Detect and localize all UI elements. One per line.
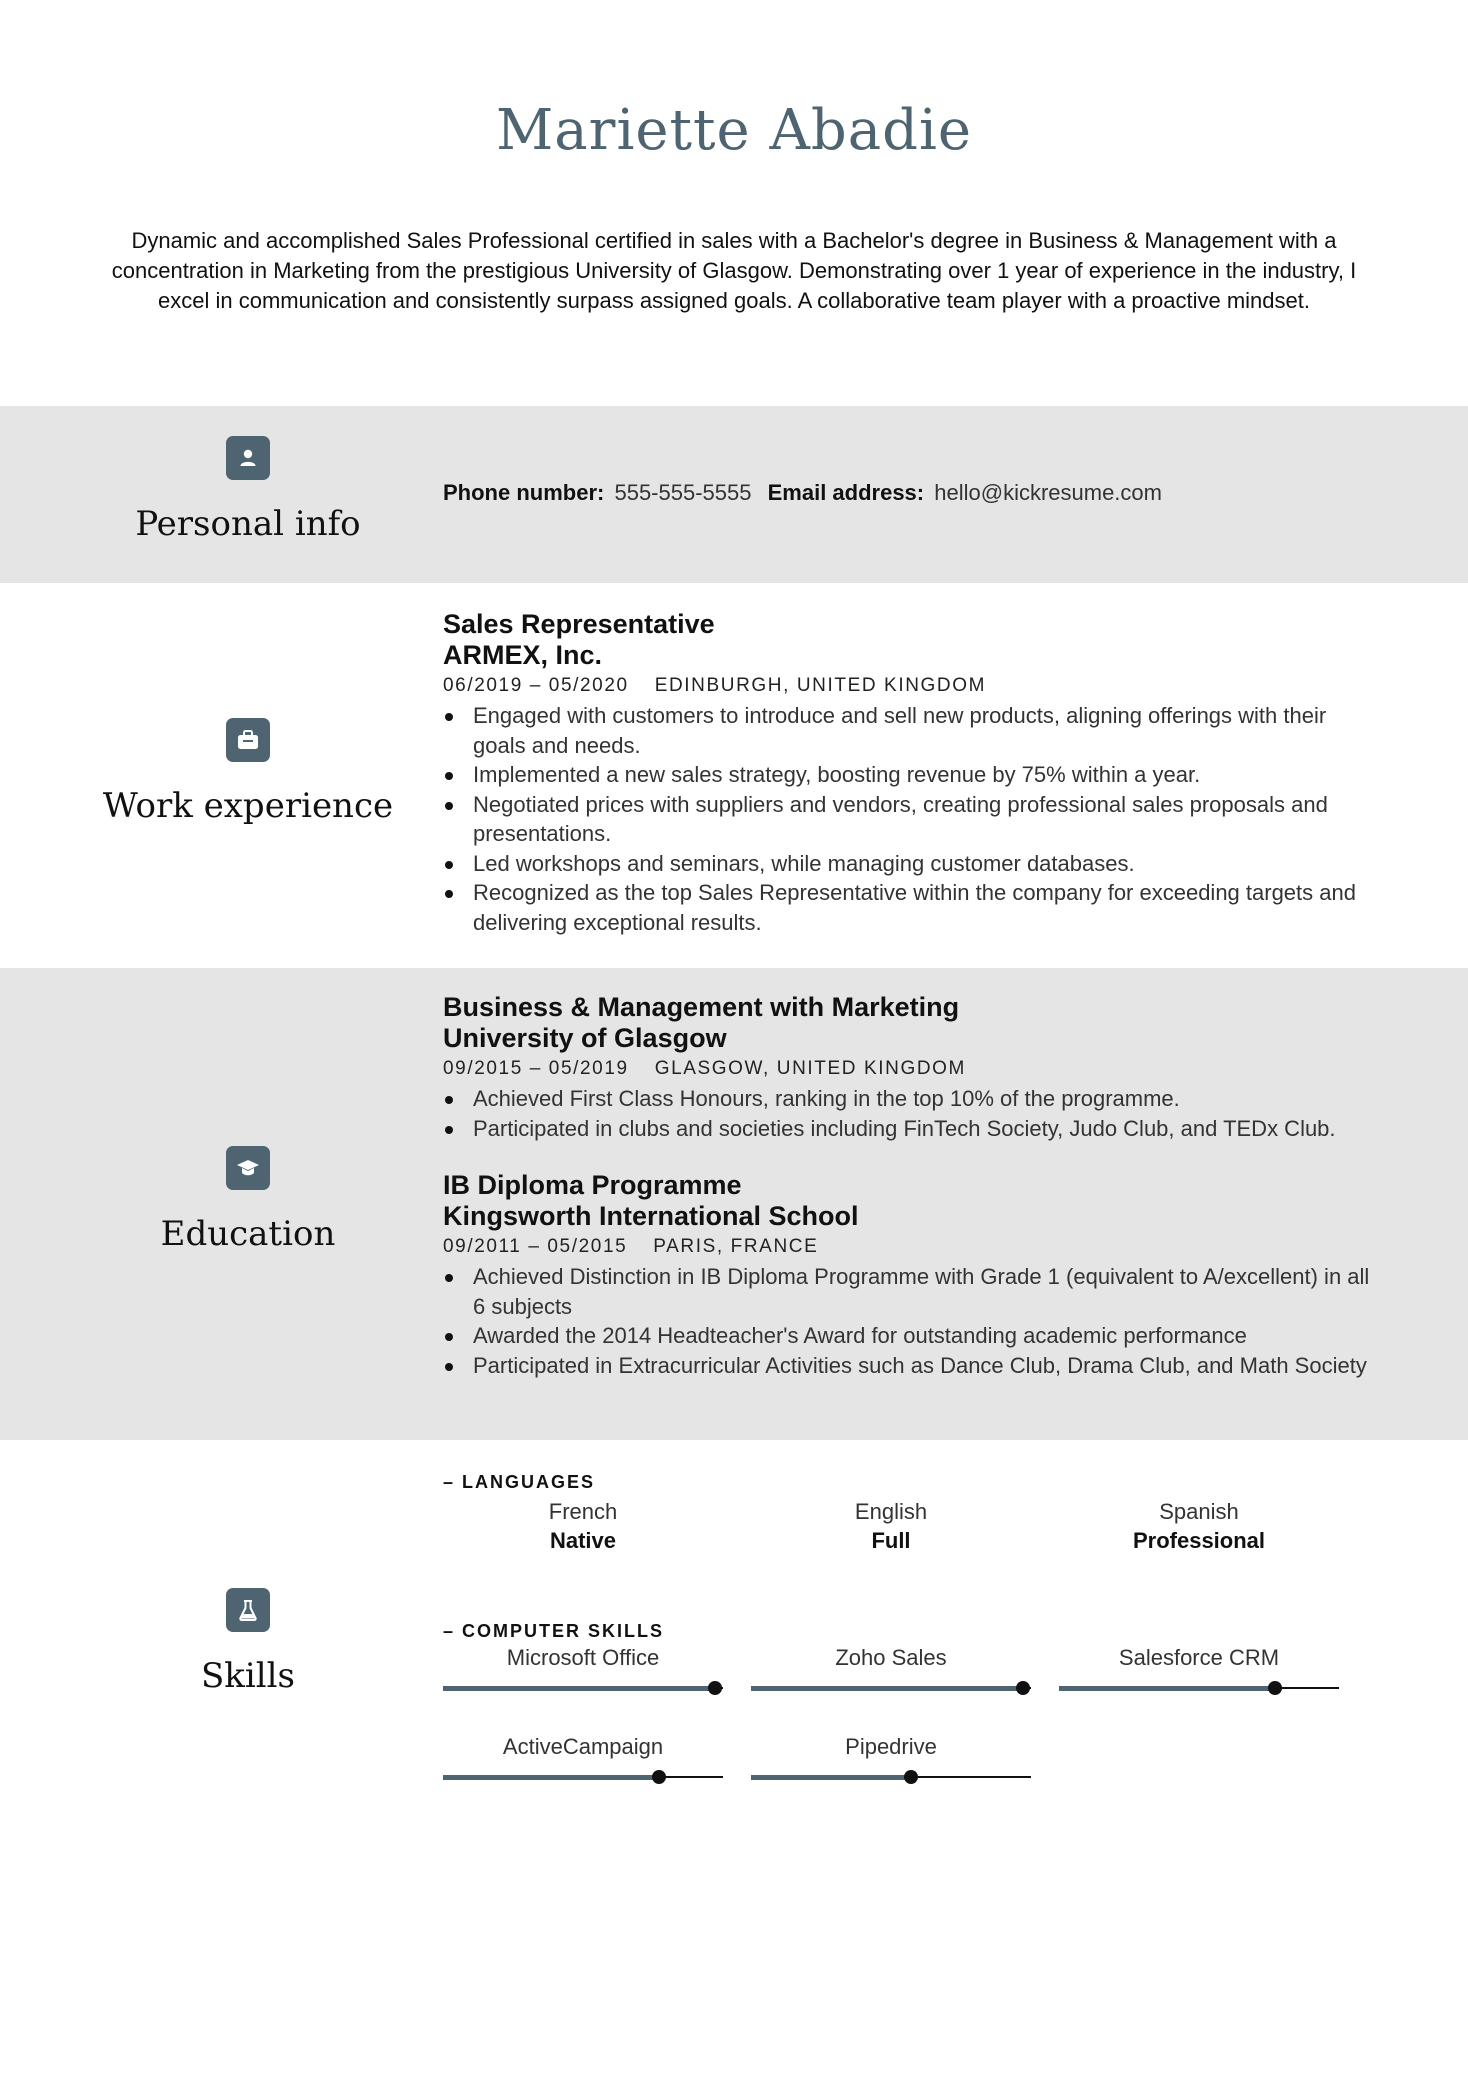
- list-item: Recognized as the top Sales Representative within the company for exceeding targets and delivering exceptional results.: [443, 878, 1373, 937]
- skill-fill: [443, 1686, 715, 1691]
- personal-info-section: [0, 406, 1468, 583]
- job-company: ARMEX, Inc.: [443, 640, 603, 670]
- list-item: Participated in clubs and societies including FinTech Society, Judo Club, and TEDx Club.: [443, 1114, 1373, 1144]
- skill-name: Salesforce CRM: [1118, 1645, 1280, 1670]
- language-name: Spanish: [1159, 1499, 1239, 1524]
- work-experience-section: [0, 583, 1468, 968]
- skill-name: Microsoft Office: [506, 1645, 660, 1670]
- section-title-personal-info: Personal info: [135, 504, 361, 544]
- language-level: Native: [549, 1528, 617, 1553]
- education-bullets: [443, 1262, 1373, 1380]
- candidate-name: Mariette Abadie: [495, 98, 973, 163]
- skill-level-marker: [904, 1770, 918, 1784]
- skill-level-bar: [1059, 1681, 1339, 1695]
- list-item: Achieved First Class Honours, ranking in the top 10% of the programme.: [443, 1084, 1373, 1114]
- email-value[interactable]: hello@kickresume.com: [934, 480, 1162, 505]
- language-item: [751, 1497, 1031, 1555]
- skill-level-marker: [1268, 1681, 1282, 1695]
- skill-name: Pipedrive: [845, 1734, 937, 1759]
- skill-item: [443, 1734, 723, 1784]
- language-name: English: [854, 1499, 928, 1524]
- skill-level-marker: [652, 1770, 666, 1784]
- education-dates: 09/2011 – 05/2015: [443, 1236, 628, 1257]
- skill-fill: [1059, 1686, 1275, 1691]
- skill-fill: [751, 1775, 911, 1780]
- personal-info-heading-block: [0, 436, 496, 544]
- phone-label: Phone number:: [443, 480, 605, 505]
- section-title-work-experience: Work experience: [102, 786, 394, 826]
- skill-level-marker: [708, 1681, 722, 1695]
- skill-item: [751, 1645, 1031, 1695]
- skill-item: [1059, 1645, 1339, 1695]
- skill-level-bar: [443, 1770, 723, 1784]
- section-title-education: Education: [160, 1214, 336, 1254]
- list-item: Led workshops and seminars, while managing customer databases.: [443, 849, 1373, 879]
- graduation-cap-icon: [226, 1146, 270, 1190]
- skill-name: ActiveCampaign: [502, 1734, 664, 1759]
- flask-icon: [226, 1588, 270, 1632]
- job-entry: [443, 609, 1373, 937]
- education-meta: [443, 1232, 1373, 1262]
- school-name: University of Glasgow: [443, 1023, 727, 1053]
- list-item: Engaged with customers to introduce and sell new products, aligning offerings with their goals and needs.: [443, 701, 1373, 760]
- skill-level-bar: [443, 1681, 723, 1695]
- skill-item: [443, 1645, 723, 1695]
- list-item: Achieved Distinction in IB Diploma Programme with Grade 1 (equivalent to A/excellent) in all 6 subjects: [443, 1262, 1373, 1321]
- phone-value: 555-555-5555: [614, 480, 752, 505]
- profile-summary: Dynamic and accomplished Sales Professional certified in sales with a Bachelor's degree in Business & Management with a concentration in Marketing from the prestigious University of Glasgow. Demonstrating over 1 year of experience in the industry, I excel in communication and consistently surpass assigned goals. A collaborative team player with a proactive mindset.: [111, 228, 1357, 313]
- section-title-skills: Skills: [201, 1656, 295, 1696]
- education-entry: [443, 992, 1373, 1143]
- degree-title: IB Diploma Programme: [443, 1170, 742, 1200]
- job-location: EDINBURGH, UNITED KINGDOM: [654, 675, 987, 696]
- education-section: [0, 968, 1468, 1440]
- job-meta: [443, 671, 1373, 701]
- education-location: GLASGOW, UNITED KINGDOM: [654, 1058, 966, 1079]
- languages-heading: – LANGUAGES: [443, 1472, 596, 1492]
- languages-block: [443, 1472, 1373, 1493]
- education-heading-block: [0, 1146, 496, 1254]
- list-item: Participated in Extracurricular Activities such as Dance Club, Drama Club, and Math Society: [443, 1351, 1373, 1381]
- job-title: Sales Representative: [443, 609, 715, 639]
- skills-section: [0, 1440, 1468, 1820]
- contact-details: [443, 480, 1373, 506]
- school-name: Kingsworth International School: [443, 1201, 859, 1231]
- computer-skills-heading: – COMPUTER SKILLS: [443, 1621, 665, 1641]
- work-experience-heading-block: [0, 718, 496, 826]
- skill-fill: [443, 1775, 659, 1780]
- email-label: Email address:: [767, 480, 925, 505]
- list-item: Implemented a new sales strategy, boosting revenue by 75% within a year.: [443, 760, 1373, 790]
- education-location: PARIS, FRANCE: [653, 1236, 819, 1257]
- list-item: Negotiated prices with suppliers and vendors, creating professional sales proposals and presentations.: [443, 790, 1373, 849]
- skill-level-marker: [1016, 1681, 1030, 1695]
- job-dates: 06/2019 – 05/2020: [443, 675, 629, 696]
- list-item: Awarded the 2014 Headteacher's Award for outstanding academic performance: [443, 1321, 1373, 1351]
- skill-level-bar: [751, 1770, 1031, 1784]
- skills-heading-block: [0, 1588, 496, 1696]
- education-dates: 09/2015 – 05/2019: [443, 1058, 629, 1079]
- education-bullets: [443, 1084, 1373, 1143]
- briefcase-icon: [226, 718, 270, 762]
- language-item: [1059, 1497, 1339, 1555]
- education-meta: [443, 1054, 1373, 1084]
- language-level: Professional: [1132, 1528, 1266, 1553]
- language-level: Full: [871, 1528, 911, 1553]
- degree-title: Business & Management with Marketing: [443, 992, 960, 1022]
- education-entry: [443, 1170, 1373, 1380]
- language-name: French: [548, 1499, 618, 1524]
- skill-level-bar: [751, 1681, 1031, 1695]
- language-item: [443, 1497, 723, 1555]
- skill-fill: [751, 1686, 1023, 1691]
- computer-skills-block: [443, 1621, 1373, 1642]
- skill-item: [751, 1734, 1031, 1784]
- person-icon: [226, 436, 270, 480]
- job-bullets: [443, 701, 1373, 937]
- skill-name: Zoho Sales: [835, 1645, 947, 1670]
